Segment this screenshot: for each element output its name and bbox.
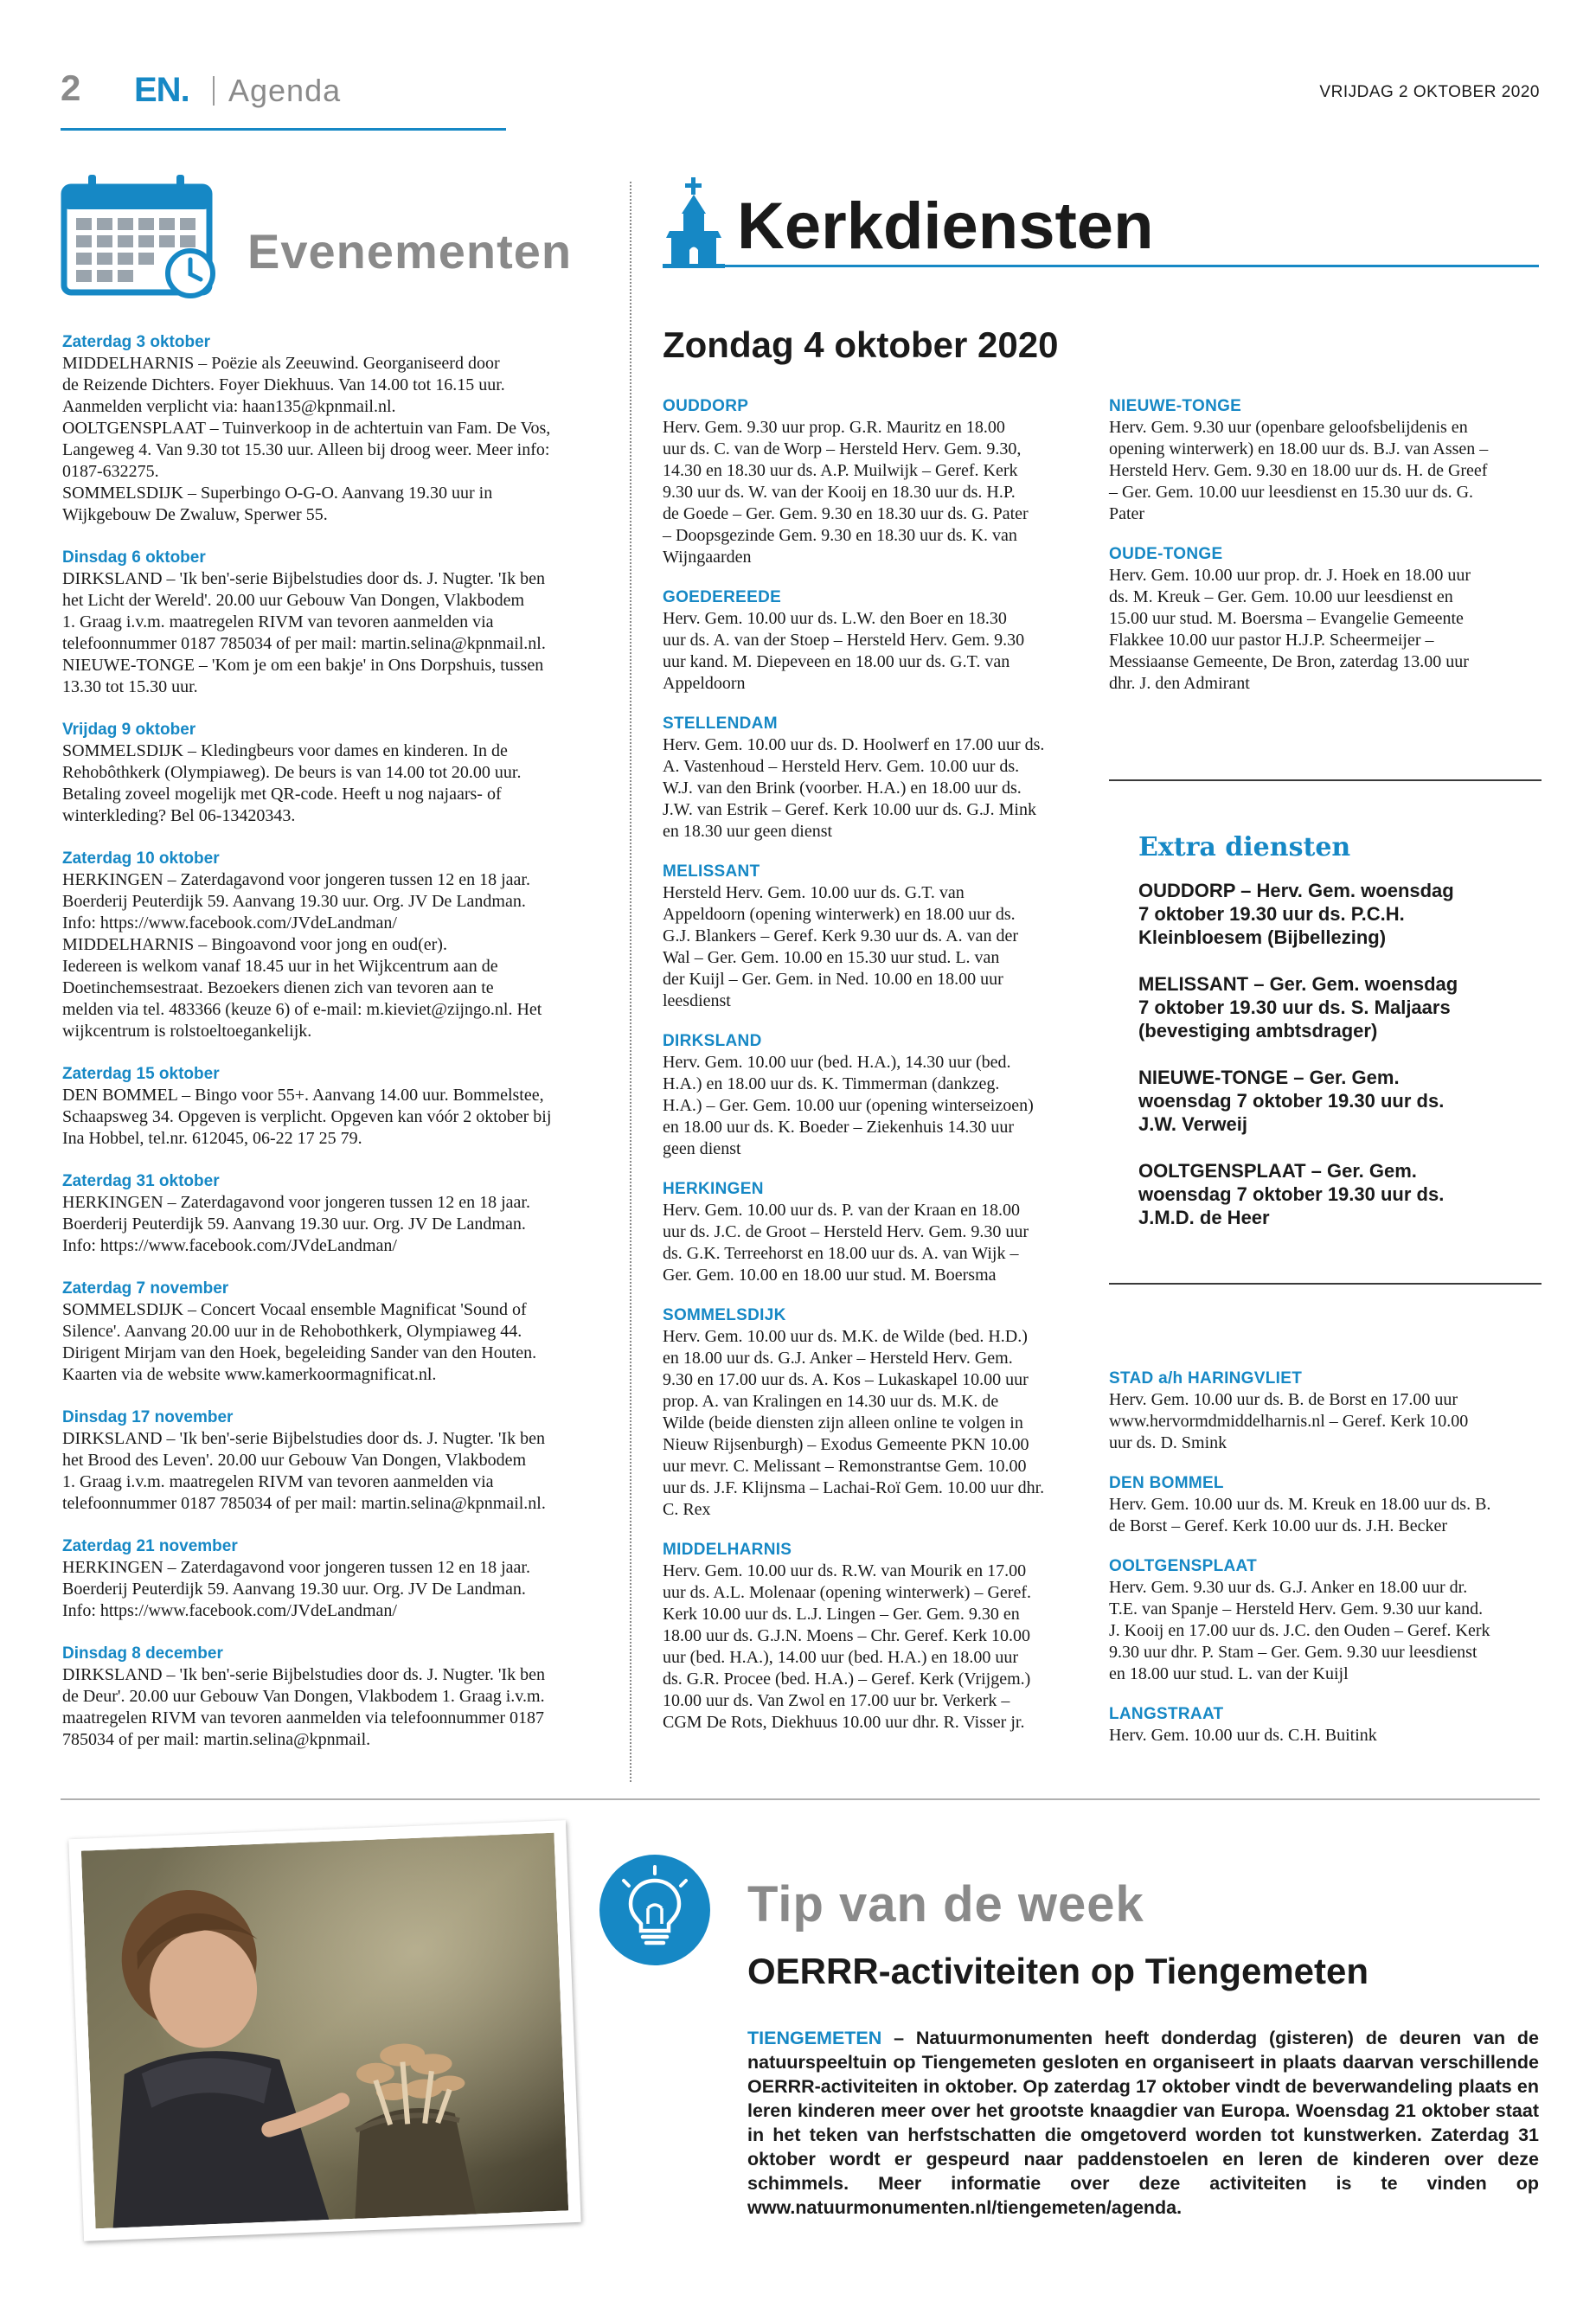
page-number: 2 bbox=[61, 67, 81, 108]
event-date: Zaterdag 31 oktober bbox=[62, 1172, 220, 1190]
photo-illustration bbox=[81, 1833, 568, 2229]
list-item bbox=[62, 331, 592, 526]
church-services: Herv. Gem. 9.30 uur ds. G.J. Anker en 18.00 uur dr. T.E. van Spanje – Hersteld Herv. Gem. 9.30 uur kand. J. Kooij en 17.00 uur ds. J.C. den Ouden – Geref. Kerk 9.30 uur dhr. P. Stam – Ger. Gem. 9.30 uur leesdienst en 18.00 uur stud. L. van der Kuijl bbox=[1109, 1578, 1490, 1683]
event-text: DEN BOMMEL – Bingo voor 55+. Aanvang 14.00 uur. Bommelstee, Schaapsweg 34. Opgeven is verplicht. Opgeven kan vóór 2 oktober bij Ina Hobbel, tel.nr. 612045, 06-22 17 25 79. bbox=[62, 1086, 552, 1148]
service-date: Zondag 4 oktober 2020 bbox=[663, 324, 1059, 365]
list-item bbox=[62, 1278, 592, 1386]
header-divider bbox=[213, 76, 215, 106]
event-text: SOMMELSDIJK – Concert Vocaal ensemble Magnificat 'Sound of Silence'. Aanvang 20.00 uur in de Rehobothkerk, Olympiaweg 44. Dirigent Mirjam van den Hoek, begeleiding Sander van den Houten. Kaarten via de website www.kamerkoormagnificat.nl. bbox=[62, 1300, 537, 1384]
kerkdiensten-title: Kerkdiensten bbox=[737, 189, 1154, 263]
event-text: MIDDELHARNIS – Poëzie als Zeeuwind. Georganiseerd door de Reizende Dichters. Foyer Diekhuus. Van 14.00 tot 16.15 uur. Aanmelden verplicht via: haan135@kpnmail.nl. OOLTGENSPLAAT – Tuinverkoop in de achtertuin van Fam. De Vos, Langeweg 4. Van 9.30 tot 15.30 uur. Alleen bij droog weer. Meer info: 0187-632275. SOMMELSDIJK – Superbingo O-G-O. Aanvang 19.30 uur in Wijkgebouw De Zwaluw, Sperwer 55. bbox=[62, 354, 551, 524]
event-date: Dinsdag 17 november bbox=[62, 1408, 234, 1426]
church-services: Herv. Gem. 10.00 uur ds. R.W. van Mourik en 17.00 uur ds. A.L. Molenaar (opening winterwerk) – Geref. Kerk 10.00 uur ds. L.J. Lingen – Ger. Gem. 9.30 en 18.00 uur ds. G.J.N. Moens – Chr. Geref. Kerk 10.00 uur (bed. H.A.), 14.00 uur (bed. H.A.) en 18.00 uur ds. G.R. Procee (bed. H.A.) – Geref. Kerk (Vrijgem.) 10.00 uur ds. Van Zwol en 17.00 uur br. Verkerk – CGM De Rots, Diekhuus 10.00 uur dhr. R. Visser jr. bbox=[663, 1561, 1031, 1732]
event-date: Dinsdag 6 oktober bbox=[62, 548, 206, 567]
church-services: Herv. Gem. 10.00 uur (bed. H.A.), 14.30 uur (bed. H.A.) en 18.00 uur ds. K. Timmerman (dankzeg. H.A.) – Ger. Gem. 10.00 uur (opening winterseizoen) en 18.00 uur ds. K. Boeder – Ziekenhuis 14.30 uur geen dienst bbox=[663, 1053, 1034, 1158]
event-text: DIRKSLAND – 'Ik ben'-serie Bijbelstudies door ds. J. Nugter. 'Ik ben het Brood des Leven'. 20.00 uur Gebouw Van Dongen, Vlakbodem 1. Graag i.v.m. maatregelen RIVM van tevoren aanmelden via telefoonnummer 0187 785034 of per mail: martin.selina@kpnmail.nl. bbox=[62, 1429, 546, 1513]
church-list-col-2-bottom bbox=[1109, 1368, 1542, 1766]
column-separator bbox=[630, 182, 631, 1782]
church-services: Herv. Gem. 10.00 uur ds. C.H. Buitink bbox=[1109, 1726, 1377, 1745]
extra-diensten-bottom-rule bbox=[1109, 1283, 1542, 1285]
list-item bbox=[62, 848, 592, 1042]
event-text: HERKINGEN – Zaterdagavond voor jongeren tussen 12 en 18 jaar. Boerderij Peuterdijk 59. Aanvang 19.30 uur. Org. JV De Landman. Info: https://www.facebook.com/JVdeLandman/ bbox=[62, 1558, 530, 1620]
church-place: OOLTGENSPLAAT bbox=[1109, 1557, 1258, 1575]
church-place: STAD a/h HARINGVLIET bbox=[1109, 1369, 1303, 1388]
church-place: OUDE-TONGE bbox=[1109, 545, 1223, 563]
list-item bbox=[663, 1031, 1104, 1160]
list-item bbox=[1109, 396, 1542, 525]
tip-subtitle: OERRR-activiteiten op Tiengemeten bbox=[747, 1951, 1369, 1991]
church-services: Herv. Gem. 10.00 uur ds. B. de Borst en 17.00 uur www.hervormdmiddelharnis.nl – Geref. Kerk 10.00 uur ds. D. Smink bbox=[1109, 1390, 1469, 1452]
list-item bbox=[1109, 544, 1542, 695]
list-item bbox=[663, 862, 1104, 1012]
church-services: Herv. Gem. 10.00 uur prop. dr. J. Hoek en 18.00 uur ds. M. Kreuk – Ger. Gem. 10.00 uur leesdienst en 15.00 uur stud. M. Boersma – Evangelie Gemeente Flakkee 10.00 uur pastor H.J.P. Scheermeijer – Messiaanse Gemeente, De Bron, zaterdag 13.00 uur dhr. J. den Admirant bbox=[1109, 566, 1471, 693]
photo-image bbox=[81, 1833, 568, 2229]
section-label: Agenda bbox=[228, 73, 342, 108]
tip-body bbox=[747, 2026, 1539, 2220]
bottom-section-rule bbox=[61, 1798, 1540, 1800]
list-item bbox=[62, 1407, 592, 1515]
list-item bbox=[62, 1535, 592, 1622]
event-date: Zaterdag 7 november bbox=[62, 1279, 229, 1298]
church-services: Herv. Gem. 10.00 uur ds. D. Hoolwerf en 17.00 uur ds. A. Vastenhoud – Hersteld Herv. Gem. 10.00 uur ds. W.J. van den Brink (voorber. H.A.) en 18.00 uur ds. J.W. van Estrik – Geref. Kerk 10.00 uur ds. G.J. Mink en 18.30 uur geen dienst bbox=[663, 735, 1045, 841]
church-services: Herv. Gem. 10.00 uur ds. M. Kreuk en 18.00 uur ds. B. de Borst – Geref. Kerk 10.00 uur ds. J.H. Becker bbox=[1109, 1495, 1491, 1535]
list-item bbox=[1109, 1368, 1542, 1454]
church-place: MELISSANT bbox=[663, 862, 760, 881]
list-item bbox=[1109, 1556, 1542, 1685]
event-text: SOMMELSDIJK – Kledingbeurs voor dames en kinderen. In de Rehobôthkerk (Olympiaweg). De beurs is van 14.00 tot 20.00 uur. Betaling zoveel mogelijk met QR-code. Heeft u nog najaars- of winterkleding? Bel 06-13420343. bbox=[62, 741, 522, 825]
event-date: Zaterdag 3 oktober bbox=[62, 333, 211, 351]
kerkdiensten-rule bbox=[663, 265, 1539, 267]
church-list-col-2-top bbox=[1109, 396, 1542, 714]
list-item: OUDDORP – Herv. Gem. woensdag 7 oktober 19.30 uur ds. P.C.H. Kleinbloesem (Bijbellezing) bbox=[1138, 880, 1454, 948]
list-item bbox=[663, 714, 1104, 843]
extra-diensten-list bbox=[1138, 879, 1519, 1253]
church-services: Herv. Gem. 9.30 uur prop. G.R. Mauritz en 18.00 uur ds. C. van de Worp – Hersteld Herv. Gem. 9.30, 14.30 en 18.30 uur ds. A.P. Muilwijk – Geref. Kerk 9.30 uur ds. W. van der Kooij en 18.30 uur ds. H.P. de Goede – Ger. Gem. 9.30 en 18.30 uur ds. G. Pater – Doopsgezinde Gem. 9.30 en 18.30 uur ds. K. van Wijngaarden bbox=[663, 418, 1029, 567]
newspaper-logo: EN. bbox=[134, 71, 189, 109]
church-place: NIEUWE-TONGE bbox=[1109, 397, 1242, 415]
church-place: MIDDELHARNIS bbox=[663, 1541, 792, 1559]
church-place: OUDDORP bbox=[663, 397, 749, 415]
lightbulb-icon bbox=[599, 1855, 710, 1965]
header-rule bbox=[61, 128, 506, 131]
issue-date: VRIJDAG 2 OKTOBER 2020 bbox=[1319, 83, 1540, 101]
list-item bbox=[62, 1170, 592, 1257]
church-place: LANGSTRAAT bbox=[1109, 1705, 1224, 1723]
event-text: HERKINGEN – Zaterdagavond voor jongeren tussen 12 en 18 jaar. Boerderij Peuterdijk 59. Aanvang 19.30 uur. Org. JV De Landman. Info: https://www.facebook.com/JVdeLandman/ bbox=[62, 1193, 530, 1255]
list-item: NIEUWE-TONGE – Ger. Gem. woensdag 7 oktober 19.30 uur ds. J.W. Verweij bbox=[1138, 1067, 1445, 1135]
tip-text: – Natuurmonumenten heeft donderdag (gisteren) de deuren van de natuurspeeltuin op Tiengemeten gesloten en organiseert in plaats daarvan verschillende OERRR-activiteiten in oktober. Op zaterdag 17 oktober vindt de beverwandeling plaats en leren kinderen meer over het grootste knaagdier van Europa. Woensdag 21 oktober staat in het teken van herfstschatten die omgetoverd worden tot kunstwerken. Zaterdag 31 oktober wordt er gespeurd naar paddenstoelen en leren de kinderen over deze schimmels. Meer informatie over deze activiteiten is te vinden op www.natuurmonumenten.nl/tiengemeten/agenda. bbox=[747, 2028, 1539, 2218]
church-services: Hersteld Herv. Gem. 10.00 uur ds. G.T. van Appeldoorn (opening winterwerk) en 18.00 uur ds. G.J. Blankers – Geref. Kerk 9.30 uur ds. A. van der Wal – Ger. Gem. 10.00 en 15.30 uur stud. L. van der Kuijl – Ger. Gem. in Ned. 10.00 en 18.00 uur leesdienst bbox=[663, 883, 1019, 1010]
event-date: Vrijdag 9 oktober bbox=[62, 721, 196, 739]
event-date: Zaterdag 21 november bbox=[62, 1537, 238, 1555]
list-item bbox=[1109, 1473, 1542, 1537]
tip-lead: TIENGEMETEN bbox=[747, 2028, 882, 2048]
list-item bbox=[663, 396, 1104, 568]
list-item bbox=[663, 587, 1104, 695]
event-text: HERKINGEN – Zaterdagavond voor jongeren tussen 12 en 18 jaar. Boerderij Peuterdijk 59. Aanvang 19.30 uur. Org. JV De Landman. Info: https://www.facebook.com/JVdeLandman/ MIDDELHARNIS – Bingoavond voor jong en oud(er). Iedereen is welkom vanaf 18.45 uur in het Wijkcentrum aan de Doetinchemsestraat. Bezoekers dienen zich van tevoren aan te melden via tel. 483366 (keuze 6) of e-mail: m.kieviet@zijngo.nl. Het wijkcentrum is rolstoeltoegankelijk. bbox=[62, 870, 542, 1041]
events-list bbox=[62, 331, 592, 1772]
extra-diensten-title: Extra diensten bbox=[1138, 832, 1351, 862]
list-item bbox=[1109, 1704, 1542, 1747]
church-place: SOMMELSDIJK bbox=[663, 1306, 786, 1324]
extra-diensten-top-rule bbox=[1109, 779, 1542, 781]
list-item bbox=[62, 547, 592, 698]
photo-boy-mushrooms bbox=[68, 1820, 580, 2241]
calendar-clock-icon bbox=[61, 173, 221, 298]
event-date: Zaterdag 15 oktober bbox=[62, 1065, 220, 1083]
church-services: Herv. Gem. 9.30 uur (openbare geloofsbelijdenis en opening winterwerk) en 18.00 uur ds. B.J. van Assen – Hersteld Herv. Gem. 9.30 en 18.00 uur ds. H. de Greef – Ger. Gem. 10.00 uur leesdienst en 15.30 uur ds. G. Pater bbox=[1109, 418, 1489, 523]
event-date: Dinsdag 8 december bbox=[62, 1644, 223, 1663]
tip-title: Tip van de week bbox=[747, 1876, 1144, 1932]
church-place: DIRKSLAND bbox=[663, 1032, 762, 1050]
church-place: DEN BOMMEL bbox=[1109, 1474, 1224, 1492]
list-item bbox=[62, 719, 592, 827]
church-list-col-1 bbox=[663, 396, 1104, 1753]
list-item bbox=[663, 1305, 1104, 1521]
church-services: Herv. Gem. 10.00 uur ds. P. van der Kraan en 18.00 uur ds. J.C. de Groot – Hersteld Herv. Gem. 9.30 uur ds. G.K. Terreehorst en 18.00 uur ds. A. van Wijk – Ger. Gem. 10.00 en 18.00 uur stud. M. Boersma bbox=[663, 1201, 1029, 1285]
list-item bbox=[663, 1179, 1104, 1286]
list-item bbox=[62, 1643, 592, 1751]
page-header bbox=[61, 67, 1540, 133]
event-date: Zaterdag 10 oktober bbox=[62, 849, 220, 868]
church-place: GOEDEREEDE bbox=[663, 588, 782, 606]
church-place: STELLENDAM bbox=[663, 715, 778, 733]
list-item bbox=[663, 1540, 1104, 1734]
church-icon bbox=[663, 177, 725, 268]
church-services: Herv. Gem. 10.00 uur ds. L.W. den Boer en 18.30 uur ds. A. van der Stoep – Hersteld Herv. Gem. 9.30 uur kand. M. Diepeveen en 18.00 uur ds. G.T. van Appeldoorn bbox=[663, 609, 1025, 693]
event-text: DIRKSLAND – 'Ik ben'-serie Bijbelstudies door ds. J. Nugter. 'Ik ben het Licht der Wereld'. 20.00 uur Gebouw Van Dongen, Vlakbodem 1. Graag i.v.m. maatregelen RIVM van tevoren aanmelden via telefoonnummer 0187 785034 of per mail: martin.selina@kpnmail.nl. NIEUWE-TONGE – 'Kom je om een bakje' in Ons Dorpshuis, tussen 13.30 tot 15.30 uur. bbox=[62, 569, 546, 696]
list-item: MELISSANT – Ger. Gem. woensdag 7 oktober 19.30 uur ds. S. Maljaars (bevestiging ambtsdrager) bbox=[1138, 973, 1458, 1042]
evenementen-title: Evenementen bbox=[247, 224, 573, 279]
church-place: HERKINGEN bbox=[663, 1180, 764, 1198]
list-item bbox=[62, 1063, 592, 1150]
list-item: OOLTGENSPLAAT – Ger. Gem. woensdag 7 oktober 19.30 uur ds. J.M.D. de Heer bbox=[1138, 1160, 1445, 1228]
church-services: Herv. Gem. 10.00 uur ds. M.K. de Wilde (bed. H.D.) en 18.00 uur ds. G.J. Anker – Hersteld Herv. Gem. 9.30 en 17.00 uur ds. A. Kos – Lukaskapel 10.00 uur prop. A. van Kralingen en 14.30 uur ds. M.K. de Wilde (beide diensten zijn alleen online te volgen in Nieuw Rijsenburgh) – Exodus Gemeente PKN 10.00 uur mevr. C. Melissant – Remonstrantse Gem. 10.00 uur ds. J.F. Klijnsma – Lachai-Roï Gem. 10.00 uur dhr. C. Rex bbox=[663, 1327, 1045, 1519]
event-text: DIRKSLAND – 'Ik ben'-serie Bijbelstudies door ds. J. Nugter. 'Ik ben de Deur'. 20.00 uur Gebouw Van Dongen, Vlakbodem 1. Graag i.v.m. maatregelen RIVM van tevoren aanmelden via telefoonnummer 0187 785034 of per mail: martin.selina@kpnmail. bbox=[62, 1665, 545, 1749]
